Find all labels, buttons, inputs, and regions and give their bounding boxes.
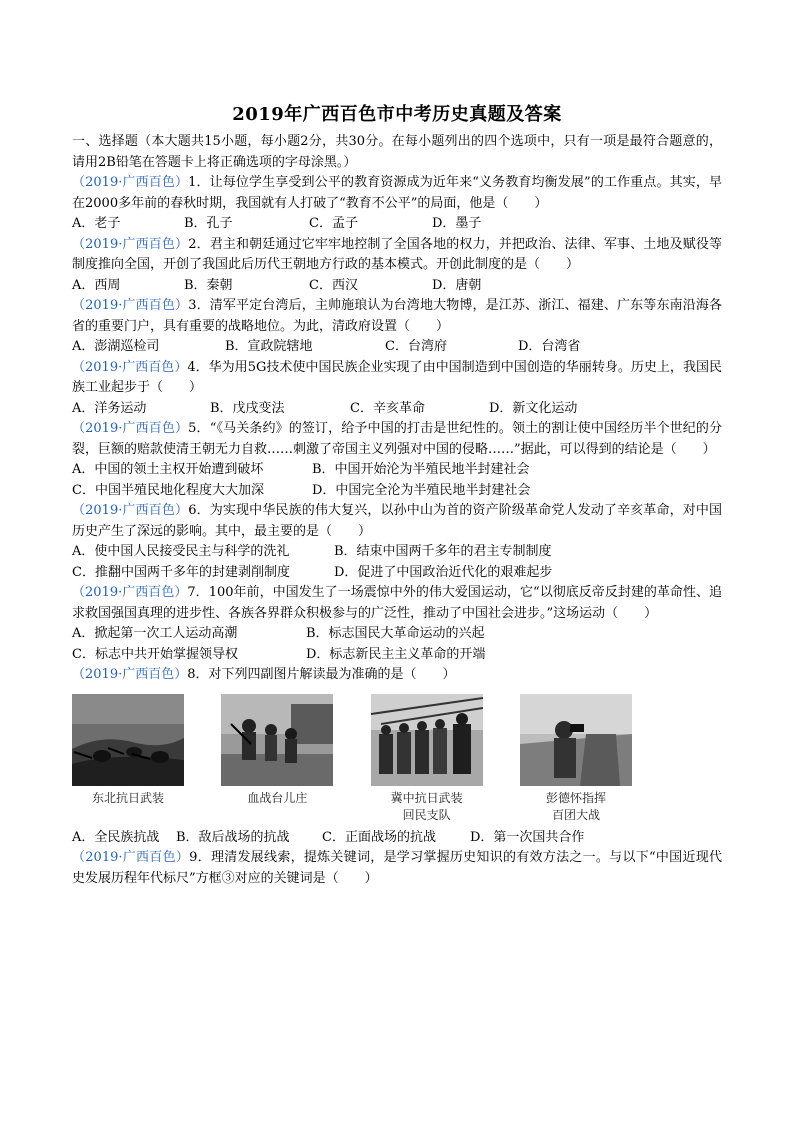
- option-b: B．戊戌变法: [210, 400, 285, 416]
- options-row: [72, 481, 722, 502]
- source-tag: （2019·广西百色）: [72, 175, 189, 190]
- options-row: [72, 337, 722, 358]
- question-stem: 7．100年前，中国发生了一场震惊中外的伟大爱国运动，它“以彻底反帝反封建的革命性、追求救国强国真理的进步性、各族各界群众积极参与的广泛性，推动了中国社会进步。”这场运动（ ）: [72, 585, 722, 621]
- photo-peng-dehuai: [520, 694, 632, 786]
- options-row: [72, 276, 722, 297]
- options-row: [72, 542, 722, 563]
- photo-card: [520, 694, 632, 824]
- question-6: [72, 501, 722, 542]
- source-tag: （2019·广西百色）: [72, 850, 190, 865]
- options-row: [72, 645, 722, 666]
- question-stem: 2．君主和朝廷通过它牢牢地控制了全国各地的权力，并把政治、法律、军事、土地及赋役等制度推向全国，开创了我国此后历代王朝地方行政的基本模式。开创此制度的是（ ）: [72, 236, 722, 272]
- option-a: A．掀起第一次工人运动高潮: [72, 626, 238, 641]
- question-stem: 4．华为用5G技术使中国民族企业实现了由中国制造到中国创造的华丽转身。历史上，我国民族工业起步于（ ）: [72, 359, 722, 395]
- question-stem: 1．让每位学生享受到公平的教育资源成为近年来“义务教育均衡发展”的工作重点。其实，早在2000多年前的春秋时期，我国就有人打破了“教育不公平”的局面，他是（ ）: [72, 175, 722, 211]
- option-b: B．中国开始沦为半殖民地半封建社会: [312, 462, 530, 477]
- source-tag: （2019·广西百色）: [72, 421, 189, 436]
- photo-row: [72, 694, 632, 824]
- option-d: D．第一次国共合作: [470, 829, 585, 845]
- question-4: [72, 358, 722, 399]
- page-title: 2019年广西百色市中考历史真题及答案: [232, 104, 562, 125]
- option-c: C．辛亥革命: [350, 400, 425, 416]
- option-c: C．中国半殖民地化程度大大加深: [72, 482, 264, 498]
- photo-caption: 彭德怀指挥 百团大战: [545, 790, 606, 822]
- option-b: B．结束中国两千多年的君主专制制度: [334, 544, 552, 559]
- photo-card: [371, 694, 483, 824]
- option-a: A．西周: [72, 277, 121, 293]
- exam-page: [72, 100, 722, 889]
- option-a: A．使中国人民接受民主与科学的洗礼: [72, 544, 290, 559]
- option-d: D．中国完全沦为半殖民地半封建社会: [312, 482, 531, 498]
- option-c: C．西汉: [309, 277, 358, 293]
- option-a: A．全民族抗战: [72, 829, 160, 845]
- option-c: C．推翻中国两千多年的封建剥削制度: [72, 564, 290, 580]
- option-b: B．标志国民大革命运动的兴起: [306, 626, 485, 641]
- options-row: [72, 399, 722, 420]
- question-1: [72, 173, 722, 214]
- source-tag: （2019·广西百色）: [72, 236, 189, 252]
- question-3: [72, 296, 722, 337]
- option-c: C．台湾府: [385, 339, 447, 354]
- option-d: D．唐朝: [432, 277, 482, 293]
- options-row: [72, 214, 722, 235]
- option-a: A．中国的领土主权开始遭到破坏: [72, 462, 264, 477]
- source-tag: （2019·广西百色）: [72, 298, 189, 313]
- photo-taierzhuang: [221, 694, 333, 786]
- options-row: [72, 563, 722, 584]
- option-c: C．正面战场的抗战: [322, 829, 436, 845]
- source-tag: （2019·广西百色）: [72, 667, 188, 682]
- question-8: [72, 665, 722, 686]
- option-a: A．老子: [72, 216, 121, 231]
- option-b: B．秦朝: [184, 277, 233, 293]
- option-d: D．台湾省: [518, 339, 581, 354]
- question-stem: 5．“《马关条约》的签订，给予中国的打击是世纪性的。领土的割让使中国经历半个世纪的分裂，巨额的赔款使清王朝无力自救……刺激了帝国主义列强对中国的侵略……”据此，可以得到的结论是（ ）: [72, 421, 723, 457]
- question-stem: 3．清军平定台湾后，主帅施琅认为台湾地大物博，是江苏、浙江、福建、广东等东南沿海各省的重要门户，具有重要的战略地位。为此，清政府设置（ ）: [72, 298, 722, 334]
- source-tag: （2019·广西百色）: [72, 359, 188, 375]
- photo-northeast-resistance: [72, 694, 184, 786]
- source-tag: （2019·广西百色）: [72, 585, 188, 600]
- question-stem: 9．理清发展线索，提炼关键词，是学习掌握历史知识的有效方法之一。与以下“中国近现代史发展历程年代标尺”方框③对应的关键词是（ ）: [72, 850, 723, 886]
- option-b: B．孔子: [184, 216, 233, 231]
- option-b: B．敌后战场的抗战: [176, 829, 290, 845]
- question-stem: 8．对下列四副图片解读最为准确的是（ ）: [187, 667, 456, 682]
- option-c: C．孟子: [309, 216, 358, 231]
- options-row: [72, 828, 722, 849]
- question-7: [72, 583, 722, 624]
- option-d: D．标志新民主主义革命的开端: [306, 646, 486, 662]
- question-5: [72, 419, 722, 460]
- option-a: A．澎湖巡检司: [72, 339, 160, 354]
- option-a: A．洋务运动: [72, 400, 147, 416]
- question-2: [72, 235, 722, 276]
- options-row: [72, 624, 722, 645]
- question-stem: 6．为实现中华民族的伟大复兴，以孙中山为首的资产阶级革命党人发动了辛亥革命，对中国历史产生了深远的影响。其中，最主要的是（ ）: [72, 503, 722, 539]
- photo-caption: 冀中抗日武装 回民支队: [390, 790, 463, 822]
- option-d: D．墨子: [432, 216, 482, 231]
- option-c: C．标志中共开始掌握领导权: [72, 646, 238, 662]
- options-row: [72, 460, 722, 481]
- photo-card: [72, 694, 184, 824]
- photo-caption: 东北抗日武装: [91, 790, 164, 805]
- photo-hui-detachment: [371, 694, 483, 786]
- photo-card: [221, 694, 333, 824]
- photo-caption: 血战台儿庄: [247, 790, 308, 805]
- section-intro: 一、选择题（本大题共15小题，每小题2分，共30分。在每小题列出的四个选项中，只有一项是最符合题意的，请用2B铅笔在答题卡上将正确选项的字母涂黑。）: [72, 134, 722, 170]
- option-d: D．促进了中国政治近代化的艰难起步: [334, 564, 553, 580]
- option-d: D．新文化运动: [489, 400, 578, 416]
- option-b: B．宣政院辖地: [225, 339, 313, 354]
- question-9: [72, 848, 722, 889]
- source-tag: （2019·广西百色）: [72, 503, 189, 518]
